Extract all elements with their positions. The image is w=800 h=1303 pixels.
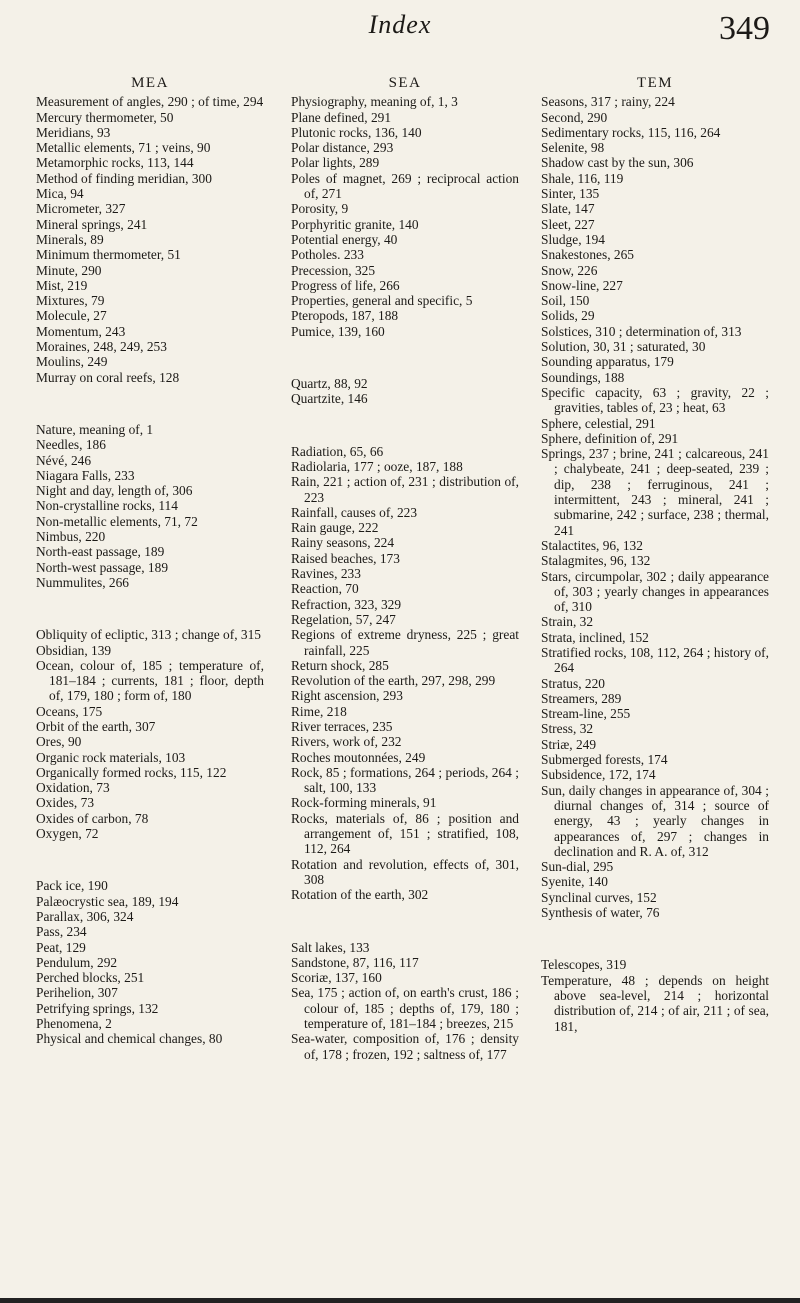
index-entry: Sphere, celestial, 291 bbox=[541, 415, 656, 431]
letter-group-gap bbox=[541, 920, 769, 957]
index-entry: Rainfall, causes of, 223 bbox=[291, 504, 418, 520]
index-entry: Niagara Falls, 233 bbox=[36, 467, 135, 483]
index-entry: Ravines, 233 bbox=[291, 566, 361, 582]
index-entry: Murray on coral reefs, 128 bbox=[36, 369, 180, 385]
index-entry: Minute, 290 bbox=[36, 262, 102, 278]
index-entry: Reaction, 70 bbox=[291, 581, 359, 597]
index-entry: Névé, 246 bbox=[36, 452, 92, 468]
index-entry: Method of finding meridian, 300 bbox=[36, 170, 212, 186]
index-entry: Non-metallic elements, 71, 72 bbox=[36, 513, 198, 529]
index-entry: Pass, 234 bbox=[36, 924, 87, 940]
index-entry: Syenite, 140 bbox=[541, 874, 608, 890]
index-entry: Palæocrystic sea, 189, 194 bbox=[36, 893, 179, 909]
index-entry: Subsidence, 172, 174 bbox=[541, 767, 656, 783]
index-entry: Mineral springs, 241 bbox=[36, 216, 148, 232]
index-entry: Metamorphic rocks, 113, 144 bbox=[36, 155, 194, 171]
index-entry: Mercury thermometer, 50 bbox=[36, 109, 174, 125]
index-entry: Moraines, 248, 249, 253 bbox=[36, 339, 167, 355]
index-entry: Petrifying springs, 132 bbox=[36, 1000, 159, 1016]
index-entry: Mica, 94 bbox=[36, 186, 84, 202]
index-entry: Second, 290 bbox=[541, 109, 608, 125]
index-entry: Mist, 219 bbox=[36, 277, 88, 293]
index-entry: Sinter, 135 bbox=[541, 186, 600, 202]
index-entry: River terraces, 235 bbox=[291, 718, 393, 734]
bottom-rule bbox=[0, 1298, 800, 1303]
index-entry: Sedimentary rocks, 115, 116, 264 bbox=[541, 124, 721, 140]
index-entry: Needles, 186 bbox=[36, 437, 106, 453]
index-entry: Obliquity of ecliptic, 313 ; change of, 315 bbox=[36, 627, 261, 643]
index-entry: Measurement of angles, 290 ; of time, 294 bbox=[36, 94, 264, 110]
index-entry: Meridians, 93 bbox=[36, 124, 111, 140]
index-entry: Refraction, 323, 329 bbox=[291, 596, 402, 612]
index-entry: Striæ, 249 bbox=[541, 736, 597, 752]
index-entry: Oxidation, 73 bbox=[36, 780, 110, 796]
index-entry: Pack ice, 190 bbox=[36, 878, 108, 894]
index-entry: Regelation, 57, 247 bbox=[291, 611, 396, 627]
index-entry: Ores, 90 bbox=[36, 734, 82, 750]
index-entry: Physiography, meaning of, 1, 3 bbox=[291, 94, 458, 110]
index-entry: Momentum, 243 bbox=[36, 323, 126, 339]
index-entry: North-west passage, 189 bbox=[36, 559, 169, 575]
column-head: SEA bbox=[388, 75, 422, 91]
index-entry: Springs, 237 ; brine, 241 ; calcareous, 241 ; chalybeate, 241 ; deep-seated, 239 ; dip, 238 ; ferruginous, 241 ; intermittent, 243 ; mineral, 241 ; submarine, 242 ; surface, 238 ; thermal, 241 bbox=[541, 446, 769, 538]
index-entry: Pteropods, 187, 188 bbox=[291, 308, 399, 324]
index-entry: Rainy seasons, 224 bbox=[291, 535, 395, 551]
index-entry: Rotation and revolution, effects of, 301, 308 bbox=[291, 856, 519, 887]
index-entry: Rock, 85 ; formations, 264 ; periods, 264 ; salt, 100, 133 bbox=[291, 764, 519, 796]
index-entry: Organically formed rocks, 115, 122 bbox=[36, 764, 227, 780]
index-entry: Plane defined, 291 bbox=[291, 109, 392, 125]
index-entry: Roches moutonnées, 249 bbox=[291, 749, 426, 765]
index-entry: Snakestones, 265 bbox=[541, 247, 634, 263]
index-entry: North-east passage, 189 bbox=[36, 544, 165, 560]
index-entry: Soil, 150 bbox=[541, 293, 590, 309]
index-entry: Porosity, 9 bbox=[291, 201, 349, 217]
index-entry: Organic rock materials, 103 bbox=[36, 749, 186, 765]
index-entry: Salt lakes, 133 bbox=[291, 939, 370, 955]
letter-group-gap bbox=[291, 339, 519, 376]
index-entry: Oxides, 73 bbox=[36, 795, 95, 811]
index-entry: Polar lights, 289 bbox=[291, 155, 380, 171]
index-entry: Plutonic rocks, 136, 140 bbox=[291, 124, 422, 140]
index-entry: Perched blocks, 251 bbox=[36, 970, 145, 986]
index-entry: Physical and chemical changes, 80 bbox=[36, 1031, 223, 1047]
letter-group-gap bbox=[291, 407, 519, 444]
index-entry: Nature, meaning of, 1 bbox=[36, 421, 154, 437]
index-entry: Oxides of carbon, 78 bbox=[36, 810, 149, 826]
index-entry: Sounding apparatus, 179 bbox=[541, 354, 674, 370]
index-entry: Radiolaria, 177 ; ooze, 187, 188 bbox=[291, 458, 463, 474]
index-entry: Rime, 218 bbox=[291, 703, 347, 719]
index-entry: Regions of extreme dryness, 225 ; great rainfall, 225 bbox=[291, 627, 519, 658]
index-entry: Quartz, 88, 92 bbox=[291, 376, 368, 392]
letter-group-gap bbox=[36, 385, 264, 422]
index-entry: Moulins, 249 bbox=[36, 354, 108, 370]
index-entry: Minimum thermometer, 51 bbox=[36, 247, 181, 263]
index-entry: Synclinal curves, 152 bbox=[541, 889, 657, 905]
index-entry: Sun-dial, 295 bbox=[541, 859, 614, 875]
index-entry: Temperature, 48 ; depends on height above sea-level, 214 ; horizontal distribution of, 214 ; of air, 211 ; of sea, 181, bbox=[541, 972, 769, 1034]
index-entry: Slate, 147 bbox=[541, 201, 595, 217]
index-entry: Raised beaches, 173 bbox=[291, 550, 400, 566]
index-entry: Precession, 325 bbox=[291, 262, 376, 278]
index-entry: Rock-forming minerals, 91 bbox=[291, 795, 437, 811]
index-entry: Strata, inclined, 152 bbox=[541, 629, 649, 645]
index-entry: Shale, 116, 119 bbox=[541, 170, 624, 186]
index-entry: Sea, 175 ; action of, on earth's crust, 186 ; colour of, 185 ; depths of, 179, 180 ; temperature of, 181–184 ; breezes, 215 bbox=[291, 985, 519, 1032]
index-entry: Rotation of the earth, 302 bbox=[291, 887, 429, 903]
index-entry: Phenomena, 2 bbox=[36, 1016, 112, 1032]
index-entry: Stars, circumpolar, 302 ; daily appearance of, 303 ; yearly changes in appearances of, 310 bbox=[541, 568, 769, 615]
index-entry: Sludge, 194 bbox=[541, 231, 605, 247]
index-entry: Stratus, 220 bbox=[541, 675, 605, 691]
index-entry: Selenite, 98 bbox=[541, 140, 605, 156]
index-entry: Poles of magnet, 269 ; reciprocal action of, 271 bbox=[291, 170, 519, 202]
index-entry: Rocks, materials of, 86 ; position and arrangement of, 151 ; stratified, 108, 112, 264 bbox=[291, 810, 519, 857]
index-entry: Snow-line, 227 bbox=[541, 277, 623, 293]
index-entry: Nimbus, 220 bbox=[36, 529, 106, 545]
index-entry: Non-crystalline rocks, 114 bbox=[36, 498, 178, 514]
index-entry: Stratified rocks, 108, 112, 264 ; history of, 264 bbox=[541, 644, 769, 676]
index-entry: Mixtures, 79 bbox=[36, 293, 105, 309]
index-entry: Soundings, 188 bbox=[541, 369, 625, 385]
index-entry: Stalactites, 96, 132 bbox=[541, 537, 643, 553]
index-entry: Night and day, length of, 306 bbox=[36, 483, 193, 499]
letter-group-gap bbox=[36, 841, 264, 878]
index-entry: Revolution of the earth, 297, 298, 299 bbox=[291, 673, 496, 689]
index-column-2 bbox=[291, 76, 519, 1062]
index-entry: Potholes. 233 bbox=[291, 247, 364, 263]
index-entry: Stress, 32 bbox=[541, 721, 594, 737]
index-entry: Scoriæ, 137, 160 bbox=[291, 970, 382, 986]
index-entry: Sea-water, composition of, 176 ; density of, 178 ; frozen, 192 ; saltness of, 177 bbox=[291, 1031, 519, 1062]
index-entry: Parallax, 306, 324 bbox=[36, 908, 134, 924]
index-entry: Return shock, 285 bbox=[291, 657, 389, 673]
index-entry: Micrometer, 327 bbox=[36, 201, 126, 217]
column-head: MEA bbox=[131, 75, 169, 91]
index-entry: Metallic elements, 71 ; veins, 90 bbox=[36, 140, 211, 156]
index-entry: Strain, 32 bbox=[541, 614, 594, 630]
index-entry: Telescopes, 319 bbox=[541, 957, 627, 973]
index-entry: Ocean, colour of, 185 ; temperature of, 181–184 ; currents, 181 ; floor, depth of, 179, 180 ; form of, 180 bbox=[36, 657, 264, 704]
index-entry: Perihelion, 307 bbox=[36, 985, 118, 1001]
index-entry: Quartzite, 146 bbox=[291, 391, 368, 407]
index-entry: Oceans, 175 bbox=[36, 703, 103, 719]
index-column-3 bbox=[541, 76, 769, 1034]
index-entry: Synthesis of water, 76 bbox=[541, 905, 660, 921]
index-entry: Sun, daily changes in appearance of, 304 ; diurnal changes of, 314 ; source of energy, 43 ; yearly changes in appearances of, 297 ; changes in declination and R. A. of, 312 bbox=[541, 782, 769, 859]
index-entry: Solids, 29 bbox=[541, 308, 595, 324]
page-number: 349 bbox=[719, 10, 770, 47]
index-entry: Rain gauge, 222 bbox=[291, 520, 379, 536]
index-entry: Shadow cast by the sun, 306 bbox=[541, 155, 694, 171]
index-entry: Orbit of the earth, 307 bbox=[36, 718, 156, 734]
index-entry: Rivers, work of, 232 bbox=[291, 734, 402, 750]
index-column-1 bbox=[36, 76, 264, 1047]
letter-group-gap bbox=[36, 590, 264, 627]
index-entry: Streamers, 289 bbox=[541, 690, 622, 706]
index-entry: Molecule, 27 bbox=[36, 308, 107, 324]
index-entry: Properties, general and specific, 5 bbox=[291, 293, 473, 309]
index-entry: Pumice, 139, 160 bbox=[291, 323, 385, 339]
index-entry: Stalagmites, 96, 132 bbox=[541, 553, 651, 569]
column-head: TEM bbox=[636, 75, 674, 91]
index-entry: Stream-line, 255 bbox=[541, 706, 631, 722]
index-entry: Solstices, 310 ; determination of, 313 bbox=[541, 323, 742, 339]
index-entry: Potential energy, 40 bbox=[291, 231, 398, 247]
index-entry: Pendulum, 292 bbox=[36, 954, 118, 970]
index-entry: Peat, 129 bbox=[36, 939, 86, 955]
index-entry: Solution, 30, 31 ; saturated, 30 bbox=[541, 339, 706, 355]
index-entry: Snow, 226 bbox=[541, 262, 598, 278]
index-entry: Right ascension, 293 bbox=[291, 688, 403, 704]
index-entry: Sleet, 227 bbox=[541, 216, 595, 232]
index-entry: Seasons, 317 ; rainy, 224 bbox=[541, 94, 675, 110]
running-title: Index bbox=[368, 10, 432, 39]
index-entry: Nummulites, 266 bbox=[36, 574, 129, 590]
index-entry: Radiation, 65, 66 bbox=[291, 443, 384, 459]
index-entry: Submerged forests, 174 bbox=[541, 752, 668, 768]
letter-group-gap bbox=[291, 903, 519, 940]
index-entry: Porphyritic granite, 140 bbox=[291, 216, 419, 232]
index-entry: Progress of life, 266 bbox=[291, 277, 400, 293]
index-entry: Rain, 221 ; action of, 231 ; distribution of, 223 bbox=[291, 474, 519, 505]
index-entry: Specific capacity, 63 ; gravity, 22 ; gravities, tables of, 23 ; heat, 63 bbox=[541, 384, 769, 416]
index-entry: Minerals, 89 bbox=[36, 231, 104, 247]
index-entry: Sandstone, 87, 116, 117 bbox=[291, 954, 419, 970]
index-entry: Obsidian, 139 bbox=[36, 642, 112, 658]
index-entry: Oxygen, 72 bbox=[36, 826, 99, 842]
index-entry: Sphere, definition of, 291 bbox=[541, 430, 679, 446]
index-entry: Polar distance, 293 bbox=[291, 140, 394, 156]
